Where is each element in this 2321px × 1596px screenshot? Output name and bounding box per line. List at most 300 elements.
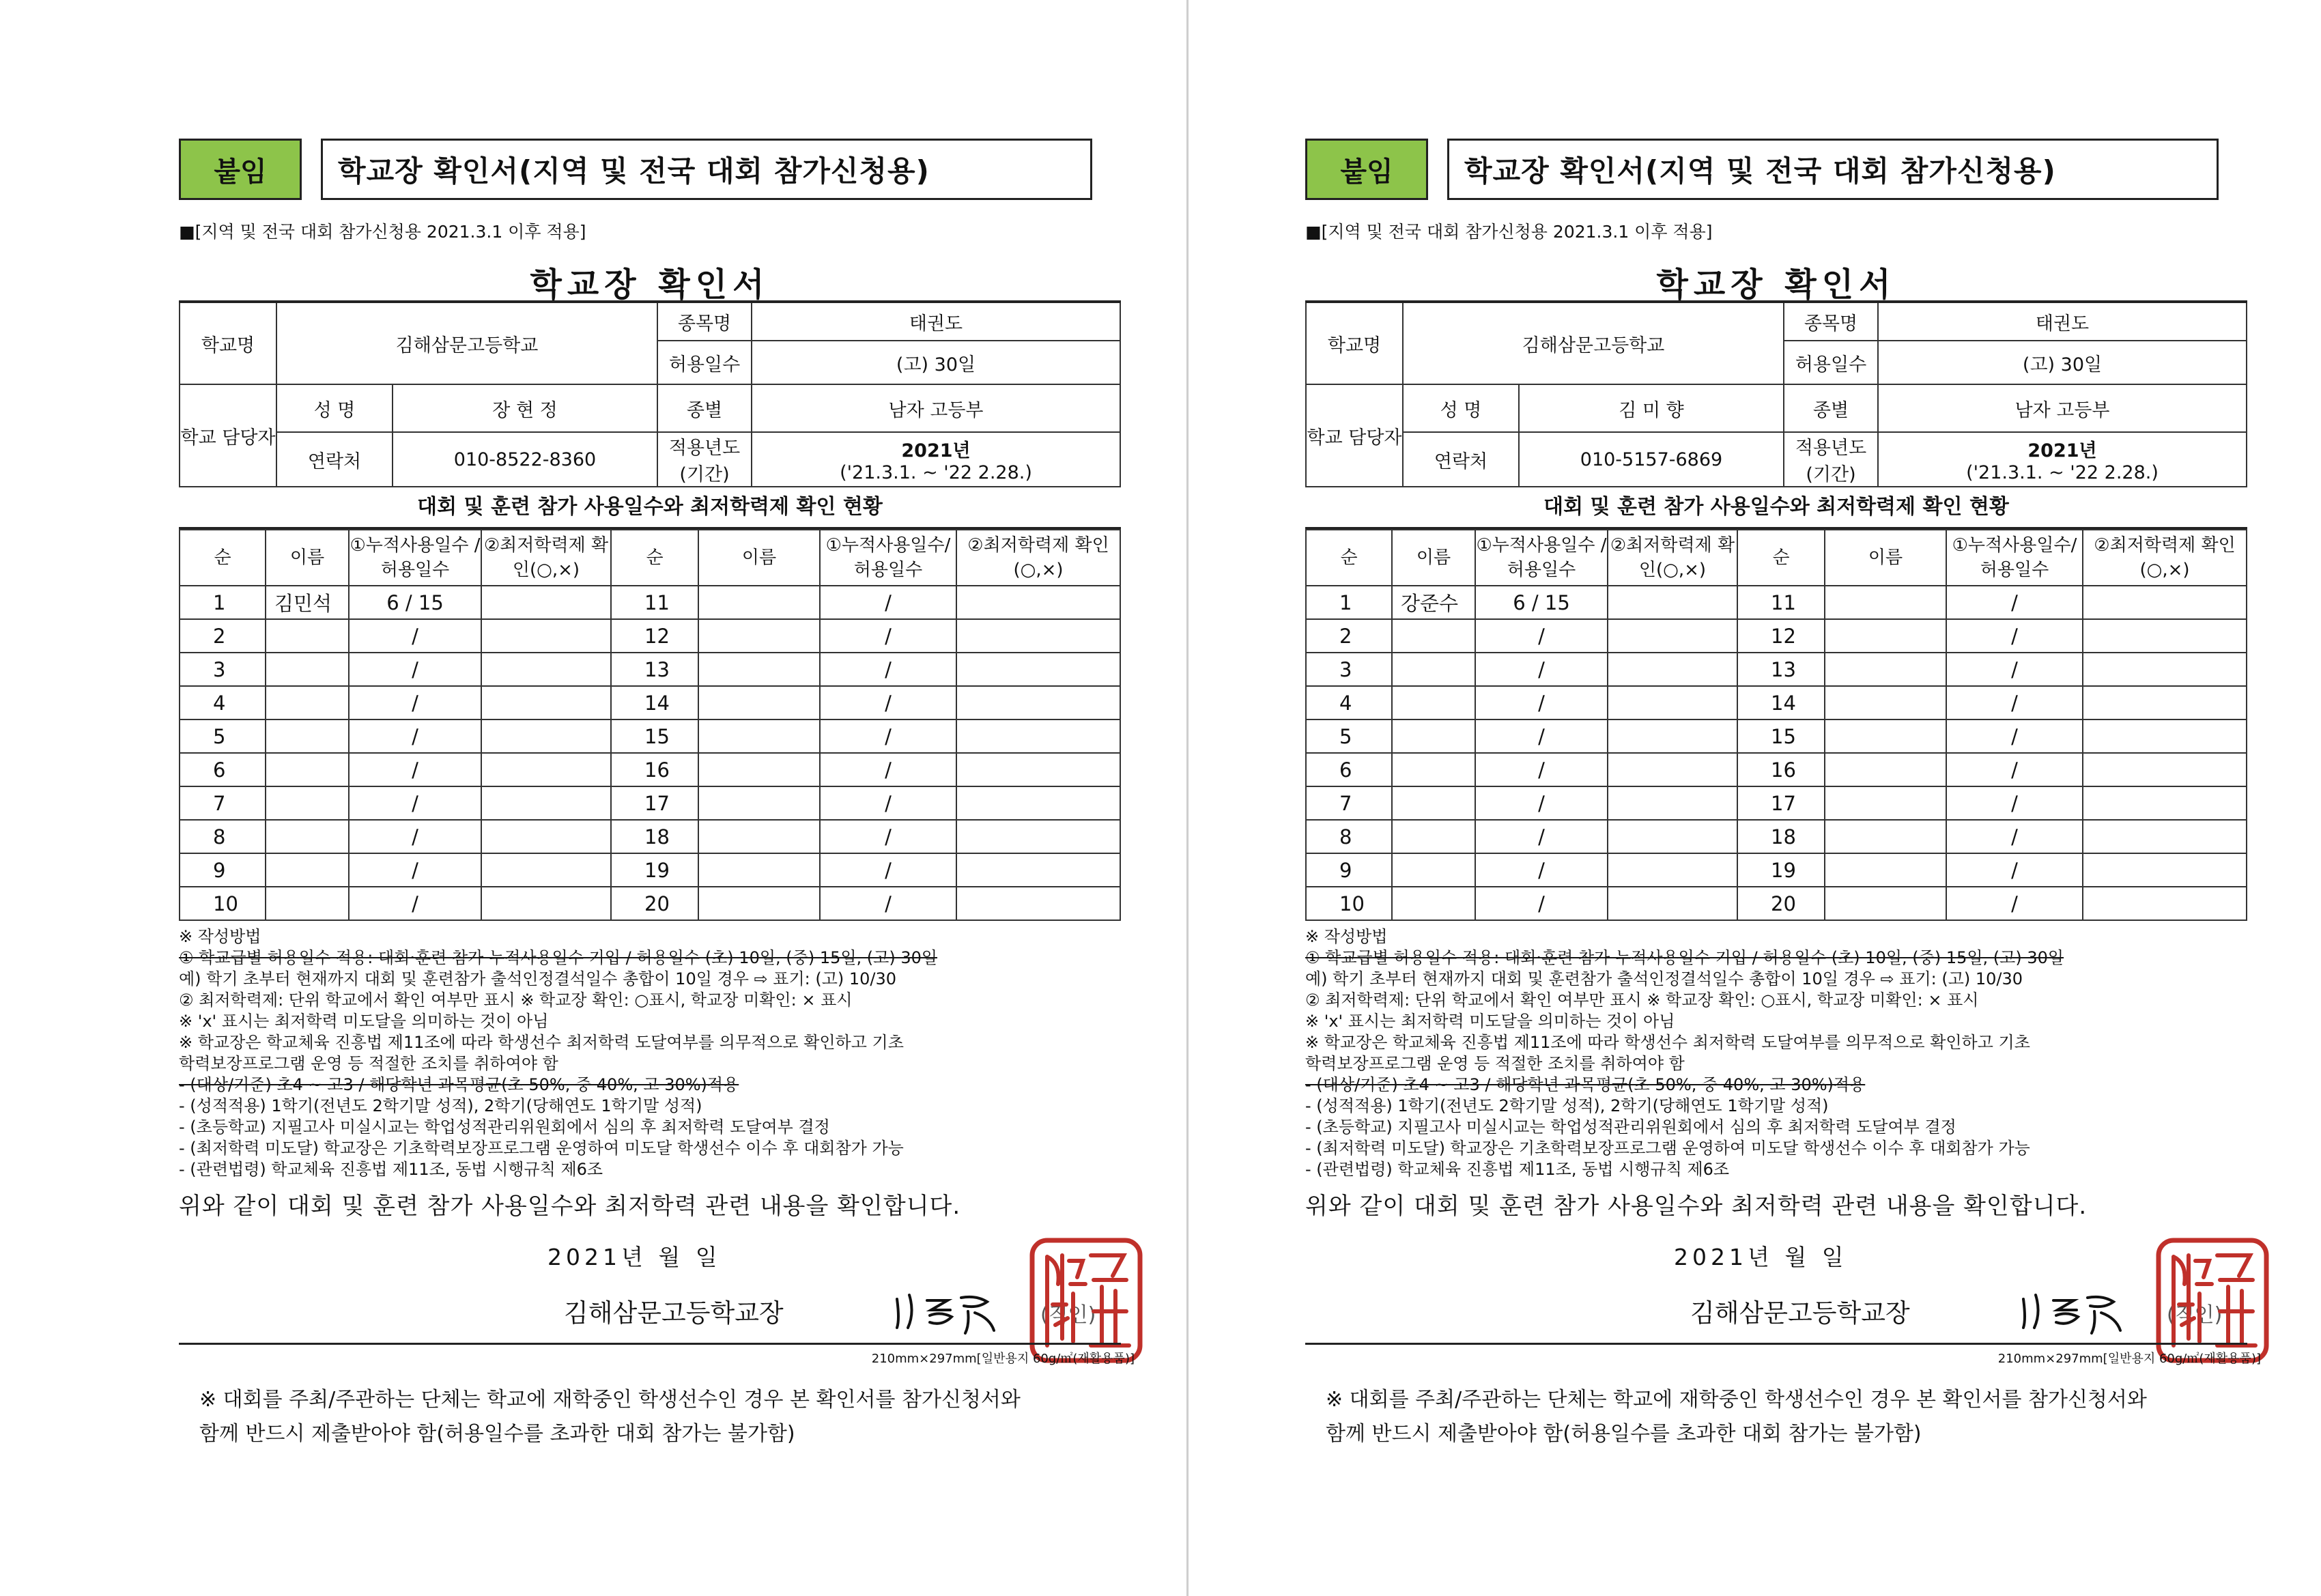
student-name-cell — [266, 653, 349, 686]
academic-check-cell — [2083, 786, 2247, 820]
label-name: 성 명 — [1403, 384, 1519, 432]
days-cell: / — [1475, 820, 1608, 853]
days-cell: / — [1946, 853, 2083, 887]
days-cell: / — [820, 786, 956, 820]
table-row — [1306, 853, 2247, 887]
row-number: 16 — [611, 753, 698, 786]
student-name-cell — [1392, 719, 1475, 753]
academic-check-cell — [956, 653, 1120, 686]
student-name-cell — [1392, 887, 1475, 920]
table-row — [1306, 753, 2247, 786]
row-number: 16 — [1737, 753, 1825, 786]
label-manager: 학교 담당자 — [180, 384, 276, 487]
label-name: 성 명 — [276, 384, 393, 432]
instruction-line: ※ 작성방법 — [179, 927, 261, 946]
academic-check-cell — [481, 619, 611, 653]
table-row — [1306, 619, 2247, 653]
instruction-line: - (초등학교) 지필고사 미실시교는 학업성적관리위원회에서 심의 후 최저학력 도달여부 결정 — [1305, 1117, 1956, 1137]
days-cell: / — [1475, 719, 1608, 753]
table-row — [180, 786, 1120, 820]
academic-check-cell — [2083, 719, 2247, 753]
section-title: 대회 및 훈련 참가 사용일수와 최저학력제 확인 현황 — [179, 487, 1121, 529]
instruction-line: - (관련법령) 학교체육 진흥법 제11조, 동법 시행규칙 제6조 — [1305, 1160, 1730, 1179]
days-cell: 6 / 15 — [349, 586, 481, 619]
student-name-cell — [698, 820, 820, 853]
confirmation-statement: 위와 같이 대회 및 훈련 참가 사용일수와 최저학력 관련 내용을 확인합니다. — [1305, 1193, 2088, 1220]
student-name-cell: 김민석 — [266, 586, 349, 619]
certificate-form — [179, 137, 1135, 1451]
signature-block — [179, 1285, 1121, 1340]
academic-check-cell — [1608, 719, 1737, 753]
student-name-cell — [698, 619, 820, 653]
table-row — [180, 820, 1120, 853]
section-title: 대회 및 훈련 참가 사용일수와 최저학력제 확인 현황 — [1305, 487, 2247, 529]
col-no-1: 순 — [1306, 530, 1392, 586]
row-number: 15 — [1737, 719, 1825, 753]
seal-mark-text: (직인) — [1040, 1303, 1096, 1327]
row-number: 9 — [180, 853, 266, 887]
instruction-line: ① 학교급별 허용일수 적용: 대회·훈련 참가 누적사용일수 기입 / 허용일수 (초) 10일, (중) 15일, (고) 30일 — [1305, 948, 2064, 967]
instruction-line: ※ 학교장은 학교체육 진흥법 제11조에 따라 학생선수 최저학력 도달여부를 의무적으로 확인하고 기초 — [179, 1033, 904, 1052]
days-cell: / — [1475, 887, 1608, 920]
instruction-line: - (최저학력 미도달) 학교장은 기초학력보장프로그램 운영하여 미도달 학생선수 이수 후 대회참가 가능 — [1305, 1139, 2030, 1158]
label-event-name: 종목명 — [657, 302, 752, 341]
applicability-note: ■[지역 및 전국 대회 참가신청용 2021.3.1 이후 적용] — [1305, 222, 1713, 242]
label-applied-year: 적용년도 (기간) — [657, 432, 752, 487]
label-allowed-days: 허용일수 — [657, 341, 752, 384]
row-number: 4 — [1306, 686, 1392, 719]
days-cell: / — [1475, 653, 1608, 686]
school-name-value: 김해삼문고등학교 — [276, 302, 657, 384]
academic-check-cell — [1608, 786, 1737, 820]
label-division: 종별 — [657, 384, 752, 432]
label-contact: 연락처 — [1403, 432, 1519, 487]
instruction-line: - (관련법령) 학교체육 진흥법 제11조, 동법 시행규칙 제6조 — [179, 1160, 603, 1179]
table-row — [1306, 653, 2247, 686]
academic-check-cell — [481, 653, 611, 686]
table-row — [1306, 887, 2247, 920]
instruction-line: ※ 'x' 표시는 최저학력 미도달을 의미하는 것이 아님 — [179, 1012, 549, 1031]
row-number: 15 — [611, 719, 698, 753]
footer-line: 함께 반드시 제출받아야 함(허용일수를 초과한 대회 참가는 불가함) — [1326, 1422, 1922, 1446]
table-row — [180, 686, 1120, 719]
division-value: 남자 고등부 — [1878, 384, 2247, 432]
student-name-cell — [1825, 719, 1946, 753]
row-number: 8 — [1306, 820, 1392, 853]
days-cell: / — [1946, 786, 2083, 820]
student-name-cell: 강준수 — [1392, 586, 1475, 619]
days-cell: 6 / 15 — [1475, 586, 1608, 619]
days-cell: / — [820, 753, 956, 786]
days-cell: / — [820, 586, 956, 619]
days-cell: / — [820, 686, 956, 719]
instruction-line: 예) 학기 초부터 현재까지 대회 및 훈련참가 출석인정결석일수 총합이 10일 경우 ⇨ 표기: (고) 10/30 — [179, 969, 897, 988]
footer-line: ※ 대회를 주최/주관하는 단체는 학교에 재학중인 학생선수인 경우 본 확인서를 참가신청서와 — [199, 1388, 1021, 1412]
student-name-cell — [266, 686, 349, 719]
academic-check-cell — [2083, 820, 2247, 853]
academic-check-cell — [956, 686, 1120, 719]
col-days-2: ①누적사용일수/ 허용일수 — [820, 530, 956, 586]
table-row — [1306, 719, 2247, 753]
label-manager: 학교 담당자 — [1306, 384, 1403, 487]
school-info-table — [1305, 300, 2247, 487]
document-title: 학교장 확인서 — [1656, 266, 1896, 304]
days-cell: / — [1946, 653, 2083, 686]
table-row — [180, 753, 1120, 786]
table-row — [180, 653, 1120, 686]
col-no-2: 순 — [1737, 530, 1825, 586]
table-row — [1306, 686, 2247, 719]
contact-value: 010-8522-8360 — [393, 432, 657, 487]
date-line: 2021년 월 일 — [547, 1244, 722, 1270]
col-days-1: ①누적사용일수 /허용일수 — [349, 530, 481, 586]
instruction-line: - (최저학력 미도달) 학교장은 기초학력보장프로그램 운영하여 미도달 학생선수 이수 후 대회참가 가능 — [179, 1139, 904, 1158]
days-cell: / — [349, 887, 481, 920]
school-name-value: 김해삼문고등학교 — [1403, 302, 1784, 384]
academic-check-cell — [481, 887, 611, 920]
seal-mark-text: (직인) — [2167, 1303, 2223, 1327]
instruction-line: ※ 작성방법 — [1305, 927, 1388, 946]
academic-check-cell — [1608, 820, 1737, 853]
academic-check-cell — [956, 853, 1120, 887]
row-number: 17 — [1737, 786, 1825, 820]
student-name-cell — [1825, 887, 1946, 920]
days-cell: / — [1946, 586, 2083, 619]
participation-rows — [1306, 586, 2247, 920]
student-name-cell — [1825, 653, 1946, 686]
document-page-right — [1189, 0, 2321, 1596]
footer-line: ※ 대회를 주최/주관하는 단체는 학교에 재학중인 학생선수인 경우 본 확인서를 참가신청서와 — [1326, 1388, 2147, 1412]
row-number: 7 — [1306, 786, 1392, 820]
table-row — [180, 853, 1120, 887]
student-name-cell — [1392, 619, 1475, 653]
days-cell: / — [349, 686, 481, 719]
student-name-cell — [266, 820, 349, 853]
row-number: 11 — [611, 586, 698, 619]
manager-name-value: 김 미 향 — [1519, 384, 1784, 432]
days-cell: / — [349, 619, 481, 653]
instruction-line: - (대상/기준) 초4 ~ 고3 / 해당학년 과목평균(초 50%, 중 40%, 고 30%)적용 — [1305, 1075, 1866, 1094]
instruction-line: ※ 'x' 표시는 최저학력 미도달을 의미하는 것이 아님 — [1305, 1012, 1675, 1031]
applied-period-value: ('21.3.1. ~ '22 2.28.) — [840, 462, 1032, 483]
academic-check-cell — [1608, 853, 1737, 887]
academic-check-cell — [2083, 586, 2247, 619]
days-cell: / — [820, 619, 956, 653]
col-academic-2: ②최저학력제 확인(○,×) — [956, 530, 1120, 586]
signature-block — [1305, 1285, 2247, 1340]
label-school-name: 학교명 — [1306, 302, 1403, 384]
row-number: 8 — [180, 820, 266, 853]
event-name-value: 태권도 — [752, 302, 1120, 341]
row-number: 7 — [180, 786, 266, 820]
row-number: 5 — [1306, 719, 1392, 753]
form-header — [1305, 137, 2247, 202]
row-number: 13 — [1737, 653, 1825, 686]
academic-check-cell — [956, 786, 1120, 820]
academic-check-cell — [1608, 586, 1737, 619]
col-academic-1: ②최저학력제 확인(○,×) — [481, 530, 611, 586]
row-number: 17 — [611, 786, 698, 820]
label-event-name: 종목명 — [1784, 302, 1878, 341]
manager-name-value: 장 현 정 — [393, 384, 657, 432]
row-number: 20 — [1737, 887, 1825, 920]
student-name-cell — [1392, 820, 1475, 853]
label-division: 종별 — [1784, 384, 1878, 432]
principal-title: 김해삼문고등학교장 — [1690, 1298, 1910, 1328]
student-name-cell — [698, 786, 820, 820]
col-academic-2: ②최저학력제 확인(○,×) — [2083, 530, 2247, 586]
student-name-cell — [266, 619, 349, 653]
col-days-1: ①누적사용일수 /허용일수 — [1475, 530, 1608, 586]
academic-check-cell — [956, 586, 1120, 619]
days-cell: / — [1475, 853, 1608, 887]
table-row — [1306, 820, 2247, 853]
instruction-line: ① 학교급별 허용일수 적용: 대회·훈련 참가 누적사용일수 기입 / 허용일수 (초) 10일, (중) 15일, (고) 30일 — [179, 948, 938, 967]
table-row — [180, 586, 1120, 619]
label-contact: 연락처 — [276, 432, 393, 487]
instruction-line: 학력보장프로그램 운영 등 적절한 조치를 취하여야 함 — [1305, 1054, 1685, 1073]
row-number: 18 — [1737, 820, 1825, 853]
table-row — [180, 719, 1120, 753]
academic-check-cell — [1608, 686, 1737, 719]
row-number: 3 — [180, 653, 266, 686]
days-cell: / — [349, 719, 481, 753]
academic-check-cell — [2083, 887, 2247, 920]
document-title: 학교장 확인서 — [530, 266, 770, 304]
student-name-cell — [1825, 686, 1946, 719]
academic-check-cell — [2083, 853, 2247, 887]
student-name-cell — [1825, 786, 1946, 820]
student-name-cell — [698, 686, 820, 719]
label-allowed-days: 허용일수 — [1784, 341, 1878, 384]
instruction-line: - (성적적용) 1학기(전년도 2학기말 성적), 2학기(당해연도 1학기말 성적) — [179, 1096, 702, 1115]
label-applied-year: 적용년도 (기간) — [1784, 432, 1878, 487]
student-name-cell — [1825, 619, 1946, 653]
certificate-form — [1305, 137, 2261, 1451]
col-name-1: 이름 — [266, 530, 349, 586]
instruction-line: ※ 학교장은 학교체육 진흥법 제11조에 따라 학생선수 최저학력 도달여부를 의무적으로 확인하고 기초 — [1305, 1033, 2030, 1052]
col-name-2: 이름 — [698, 530, 820, 586]
col-no-2: 순 — [611, 530, 698, 586]
student-name-cell — [266, 719, 349, 753]
student-name-cell — [1392, 653, 1475, 686]
participation-table — [179, 529, 1121, 921]
handwritten-signature — [887, 1285, 1003, 1340]
academic-check-cell — [956, 753, 1120, 786]
days-cell: / — [1946, 753, 2083, 786]
days-cell: / — [1946, 686, 2083, 719]
academic-check-cell — [481, 586, 611, 619]
academic-check-cell — [481, 820, 611, 853]
row-number: 2 — [180, 619, 266, 653]
paper-spec: 210mm×297mm[일반용지 60g/㎡(재활용품)] — [1997, 1352, 2261, 1366]
student-name-cell — [1825, 853, 1946, 887]
footer-note — [199, 1383, 1121, 1451]
instructions — [1305, 926, 2247, 1180]
row-number: 14 — [1737, 686, 1825, 719]
footer-line: 함께 반드시 제출받아야 함(허용일수를 초과한 대회 참가는 불가함) — [199, 1422, 795, 1446]
academic-check-cell — [481, 753, 611, 786]
days-cell: / — [1475, 753, 1608, 786]
contact-value: 010-5157-6869 — [1519, 432, 1784, 487]
applied-year-value: 2021년 — [901, 440, 971, 461]
row-number: 10 — [1306, 887, 1392, 920]
table-row — [1306, 786, 2247, 820]
instruction-line: - (대상/기준) 초4 ~ 고3 / 해당학년 과목평균(초 50%, 중 40%, 고 30%)적용 — [179, 1075, 739, 1094]
student-name-cell — [266, 853, 349, 887]
row-number: 14 — [611, 686, 698, 719]
days-cell: / — [1946, 719, 2083, 753]
student-name-cell — [266, 753, 349, 786]
academic-check-cell — [481, 719, 611, 753]
col-name-1: 이름 — [1392, 530, 1475, 586]
student-name-cell — [1392, 686, 1475, 719]
student-name-cell — [1825, 820, 1946, 853]
days-cell: / — [349, 753, 481, 786]
days-cell: / — [349, 653, 481, 686]
row-number: 3 — [1306, 653, 1392, 686]
row-number: 19 — [1737, 853, 1825, 887]
applied-period-value: ('21.3.1. ~ '22 2.28.) — [1966, 462, 2159, 483]
academic-check-cell — [1608, 619, 1737, 653]
student-name-cell — [266, 887, 349, 920]
student-name-cell — [698, 719, 820, 753]
col-no-1: 순 — [180, 530, 266, 586]
participation-rows — [180, 586, 1120, 920]
days-cell: / — [349, 820, 481, 853]
row-number: 10 — [180, 887, 266, 920]
row-number: 5 — [180, 719, 266, 753]
row-number: 2 — [1306, 619, 1392, 653]
days-cell: / — [820, 853, 956, 887]
form-bottom-rule — [179, 1343, 1135, 1368]
table-row — [180, 887, 1120, 920]
header-title: 학교장 확인서(지역 및 전국 대회 참가신청용) — [321, 139, 1092, 200]
instructions — [179, 926, 1121, 1180]
row-number: 1 — [1306, 586, 1392, 619]
academic-check-cell — [956, 820, 1120, 853]
header-title: 학교장 확인서(지역 및 전국 대회 참가신청용) — [1447, 139, 2219, 200]
days-cell: / — [1475, 619, 1608, 653]
applicability-note: ■[지역 및 전국 대회 참가신청용 2021.3.1 이후 적용] — [179, 222, 586, 242]
instruction-line: - (초등학교) 지필고사 미실시교는 학업성적관리위원회에서 심의 후 최저학력 도달여부 결정 — [179, 1117, 830, 1137]
academic-check-cell — [1608, 887, 1737, 920]
handwritten-signature — [2014, 1285, 2130, 1340]
allowed-days-value: (고) 30일 — [752, 341, 1120, 384]
academic-check-cell — [2083, 653, 2247, 686]
applied-year-cell — [1878, 432, 2247, 487]
student-name-cell — [1392, 853, 1475, 887]
academic-check-cell — [2083, 619, 2247, 653]
table-row — [180, 619, 1120, 653]
paper-spec: 210mm×297mm[일반용지 60g/㎡(재활용품)] — [871, 1352, 1135, 1366]
col-days-2: ①누적사용일수/ 허용일수 — [1946, 530, 2083, 586]
applied-year-cell — [752, 432, 1120, 487]
participation-header-row — [1306, 530, 2247, 586]
days-cell: / — [1475, 686, 1608, 719]
applied-year-value: 2021년 — [2027, 440, 2097, 461]
student-name-cell — [1392, 786, 1475, 820]
event-name-value: 태권도 — [1878, 302, 2247, 341]
days-cell: / — [349, 786, 481, 820]
school-info-table — [179, 300, 1121, 487]
student-name-cell — [698, 853, 820, 887]
academic-check-cell — [956, 887, 1120, 920]
row-number: 9 — [1306, 853, 1392, 887]
row-number: 12 — [611, 619, 698, 653]
row-number: 19 — [611, 853, 698, 887]
academic-check-cell — [481, 853, 611, 887]
instruction-line: ② 최저학력제: 단위 학교에서 확인 여부만 표시 ※ 학교장 확인: ○표시, 학교장 미확인: × 표시 — [179, 991, 853, 1010]
date-line: 2021년 월 일 — [1674, 1244, 1848, 1270]
col-name-2: 이름 — [1825, 530, 1946, 586]
instruction-line: 예) 학기 초부터 현재까지 대회 및 훈련참가 출석인정결석일수 총합이 10일 경우 ⇨ 표기: (고) 10/30 — [1305, 969, 2023, 988]
student-name-cell — [698, 586, 820, 619]
days-cell: / — [820, 719, 956, 753]
student-name-cell — [266, 786, 349, 820]
student-name-cell — [1392, 753, 1475, 786]
days-cell: / — [820, 820, 956, 853]
days-cell: / — [1475, 786, 1608, 820]
academic-check-cell — [956, 619, 1120, 653]
student-name-cell — [698, 653, 820, 686]
table-row — [1306, 586, 2247, 619]
student-name-cell — [698, 887, 820, 920]
row-number: 6 — [1306, 753, 1392, 786]
student-name-cell — [1825, 753, 1946, 786]
footer-note — [1326, 1383, 2247, 1451]
col-academic-1: ②최저학력제 확인(○,×) — [1608, 530, 1737, 586]
student-name-cell — [1825, 586, 1946, 619]
academic-check-cell — [2083, 686, 2247, 719]
principal-title: 김해삼문고등학교장 — [564, 1298, 784, 1328]
days-cell: / — [820, 653, 956, 686]
days-cell: / — [1946, 619, 2083, 653]
academic-check-cell — [2083, 753, 2247, 786]
days-cell: / — [820, 887, 956, 920]
participation-header-row — [180, 530, 1120, 586]
days-cell: / — [1946, 887, 2083, 920]
row-number: 6 — [180, 753, 266, 786]
allowed-days-value: (고) 30일 — [1878, 341, 2247, 384]
row-number: 11 — [1737, 586, 1825, 619]
academic-check-cell — [1608, 653, 1737, 686]
row-number: 1 — [180, 586, 266, 619]
attachment-tag: 붙임 — [1305, 139, 1428, 200]
participation-table — [1305, 529, 2247, 921]
student-name-cell — [698, 753, 820, 786]
days-cell: / — [349, 853, 481, 887]
academic-check-cell — [481, 686, 611, 719]
attachment-tag: 붙임 — [179, 139, 302, 200]
academic-check-cell — [1608, 753, 1737, 786]
label-school-name: 학교명 — [180, 302, 276, 384]
row-number: 12 — [1737, 619, 1825, 653]
confirmation-statement: 위와 같이 대회 및 훈련 참가 사용일수와 최저학력 관련 내용을 확인합니다. — [179, 1193, 961, 1220]
form-header — [179, 137, 1121, 202]
academic-check-cell — [481, 786, 611, 820]
instruction-line: ② 최저학력제: 단위 학교에서 확인 여부만 표시 ※ 학교장 확인: ○표시, 학교장 미확인: × 표시 — [1305, 991, 1979, 1010]
academic-check-cell — [956, 719, 1120, 753]
days-cell: / — [1946, 820, 2083, 853]
instruction-line: 학력보장프로그램 운영 등 적절한 조치를 취하여야 함 — [179, 1054, 558, 1073]
form-bottom-rule — [1305, 1343, 2261, 1368]
instruction-line: - (성적적용) 1학기(전년도 2학기말 성적), 2학기(당해연도 1학기말 성적) — [1305, 1096, 1829, 1115]
row-number: 4 — [180, 686, 266, 719]
row-number: 18 — [611, 820, 698, 853]
division-value: 남자 고등부 — [752, 384, 1120, 432]
row-number: 13 — [611, 653, 698, 686]
